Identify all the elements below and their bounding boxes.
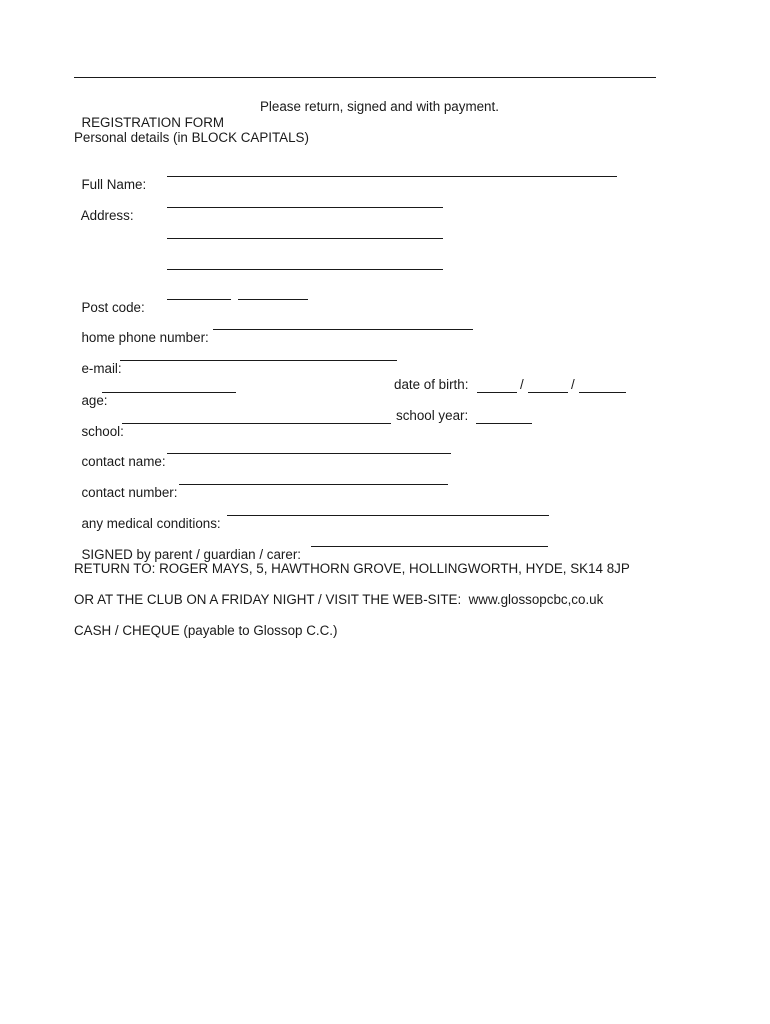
dob-separator-1: / [520, 377, 524, 392]
contact-name-label: contact name: [81, 454, 166, 469]
signature-label: SIGNED by parent / guardian / carer: [81, 547, 302, 562]
return-address: RETURN TO: ROGER MAYS, 5, HAWTHORN GROVE, HOLLINGWORTH, HYDE, SK14 8JP [74, 561, 630, 576]
address-label: Address: [80, 208, 134, 223]
school-field[interactable] [122, 411, 391, 424]
signature-row [74, 531, 301, 563]
return-instruction: Please return, signed and with payment. [260, 99, 499, 114]
address-field-line-3[interactable] [167, 257, 443, 270]
dob-month-field[interactable] [528, 380, 568, 393]
date-of-birth-label: date of birth: [394, 377, 469, 392]
payment-note: CASH / CHEQUE (payable to Glossop C.C.) [74, 623, 338, 638]
personal-details-heading: Personal details (in BLOCK CAPITALS) [74, 130, 309, 145]
contact-number-row [74, 469, 177, 501]
form-title: REGISTRATION FORM [81, 115, 225, 130]
signature-field[interactable] [311, 534, 548, 547]
medical-label: any medical conditions: [81, 516, 221, 531]
full-name-field[interactable] [167, 164, 617, 177]
medical-row [74, 500, 221, 532]
email-row [74, 345, 122, 377]
contact-name-row [74, 438, 166, 470]
club-website-note: OR AT THE CLUB ON A FRIDAY NIGHT / VISIT THE WEB-SITE: www.glossopcbc,co.uk [74, 592, 604, 607]
top-divider [74, 77, 656, 78]
school-label: school: [81, 424, 124, 439]
home-phone-label: home phone number: [81, 330, 209, 345]
age-field[interactable] [102, 380, 236, 393]
age-label: age: [81, 393, 108, 408]
post-code-label: Post code: [81, 300, 145, 315]
school-year-label: school year: [396, 408, 469, 423]
dob-year-field[interactable] [579, 380, 626, 393]
email-label: e-mail: [81, 361, 122, 376]
contact-number-label: contact number: [81, 485, 178, 500]
contact-number-field[interactable] [179, 472, 448, 485]
home-phone-field[interactable] [213, 317, 473, 330]
home-phone-row [74, 314, 209, 346]
dob-day-field[interactable] [477, 380, 517, 393]
post-code-field-part-1[interactable] [167, 287, 231, 300]
address-field-line-2[interactable] [167, 226, 443, 239]
full-name-row [74, 161, 146, 193]
address-field-line-1[interactable] [167, 195, 443, 208]
full-name-label: Full Name: [81, 177, 147, 192]
contact-name-field[interactable] [167, 441, 451, 454]
email-field[interactable] [120, 348, 397, 361]
school-row [74, 408, 124, 440]
school-year-field[interactable] [476, 411, 532, 424]
address-row [74, 192, 134, 224]
medical-field[interactable] [227, 503, 549, 516]
post-code-row [74, 284, 145, 316]
dob-separator-2: / [571, 377, 575, 392]
post-code-field-part-2[interactable] [238, 287, 308, 300]
